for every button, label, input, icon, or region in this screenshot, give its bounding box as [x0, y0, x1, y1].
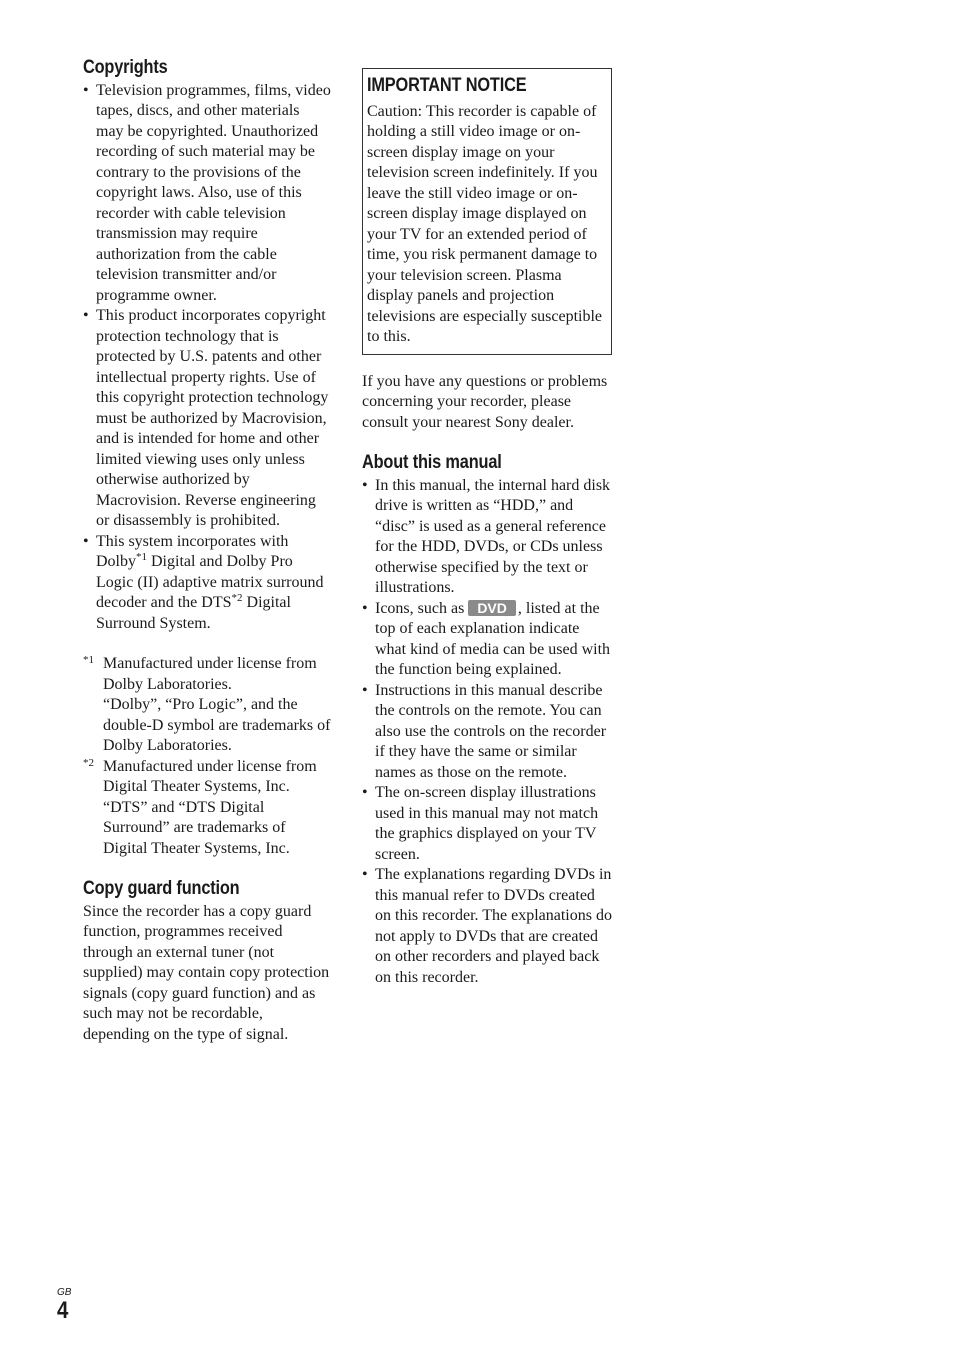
footnote-ref-1: *1 — [136, 551, 147, 563]
page-number-value: 4 — [57, 1297, 69, 1324]
right-column — [362, 68, 612, 988]
footnote-1 — [83, 654, 331, 757]
copyrights-list — [83, 81, 331, 635]
page-number — [57, 1287, 71, 1323]
footnote-mark: *2 — [83, 756, 94, 769]
dolby-text-1: This system incorporates with Dolby — [96, 532, 289, 570]
list-item-dolby — [83, 532, 331, 635]
copy-guard-text: Since the recorder has a copy guard function, programmes received through an external tuner (not supplied) may contain copy protection signals (copy guard function) and as such may not be recordable, depending on the type of signal. — [83, 902, 330, 1043]
list-item: • In this manual, the internal hard disk drive is written as “HDD,” and “disc” is used as a general reference for the HDD, DVDs, or CDs unless otherwise specified by the text or illustrations. — [362, 476, 612, 599]
dolby-text-2: Digital and Dolby Pro Logic (II) adaptive matrix surround decoder and the DTS — [96, 553, 324, 611]
copyrights-heading: Copyrights — [83, 57, 168, 78]
important-notice-box — [362, 68, 612, 355]
footnote-text: “DTS” and “DTS Digital Surround” are trademarks of Digital Theater Systems, Inc. — [103, 798, 290, 857]
list-item: • The explanations regarding DVDs in this manual refer to DVDs created on this recorder. The explanations do not apply to DVDs that are created on other recorders and played back on this recorder. — [362, 865, 612, 988]
footnote-ref-2: *2 — [231, 592, 243, 604]
icons-text-pre: Icons, such as — [375, 599, 465, 617]
footnote-text: Manufactured under license from Digital Theater Systems, Inc. — [103, 757, 317, 795]
footnote-text: Manufactured under license from Dolby Laboratories. — [103, 655, 317, 693]
about-heading: About this manual — [362, 452, 502, 473]
list-item: • Television programmes, films, video tapes, discs, and other materials may be copyrighted. Unauthorized recording of such material may be contrary to the provisions of the copyright laws. Also, use of this recorder with cable television transmission may require authorization from the cable television transmitter and/or programme owner. — [83, 81, 331, 307]
dolby-text-3: Digital Surround System. — [96, 594, 291, 632]
footnote-mark: *1 — [83, 654, 94, 666]
contact-text: If you have any questions or problems concerning your recorder, please consult your nearest Sony dealer. — [362, 372, 608, 431]
dvd-media-icon: DVD — [468, 600, 516, 616]
about-list — [362, 476, 612, 989]
icons-text-post: , listed at the top of each explanation indicate what kind of media can be used with the function being explained. — [375, 599, 611, 678]
list-item: • Instructions in this manual describe the controls on the remote. You can also use the controls on the recorder if they have the same or similar names as those on the remote. — [362, 681, 612, 784]
left-column — [83, 58, 331, 1045]
list-item-icons — [362, 599, 612, 681]
footnote-2 — [83, 757, 331, 860]
region-label: GB — [57, 1287, 72, 1298]
footnote-text: “Dolby”, “Pro Logic”, and the double-D symbol are trademarks of Dolby Laboratories. — [103, 696, 331, 754]
notice-text: Caution: This recorder is capable of holding a still video image or on-screen display image on your television screen indefinitely. If you leave the still video image or on-screen display image displayed on your TV for an extended period of time, you risk permanent damage to your television screen. Plasma display panels and projection televisions are especially susceptible to this. — [367, 102, 603, 345]
list-item: • This product incorporates copyright protection technology that is protected by U.S. patents and other intellectual property rights. Use of this copyright protection technology must be authorized by Macrovision, and is intended for home and other limited viewing uses only unless otherwise authorized by Macrovision. Reverse engineering or disassembly is prohibited. — [83, 306, 331, 532]
notice-heading: IMPORTANT NOTICE — [367, 75, 527, 96]
copy-guard-heading: Copy guard function — [83, 878, 240, 899]
list-item: • The on-screen display illustrations used in this manual may not match the graphics displayed on your TV screen. — [362, 783, 612, 865]
